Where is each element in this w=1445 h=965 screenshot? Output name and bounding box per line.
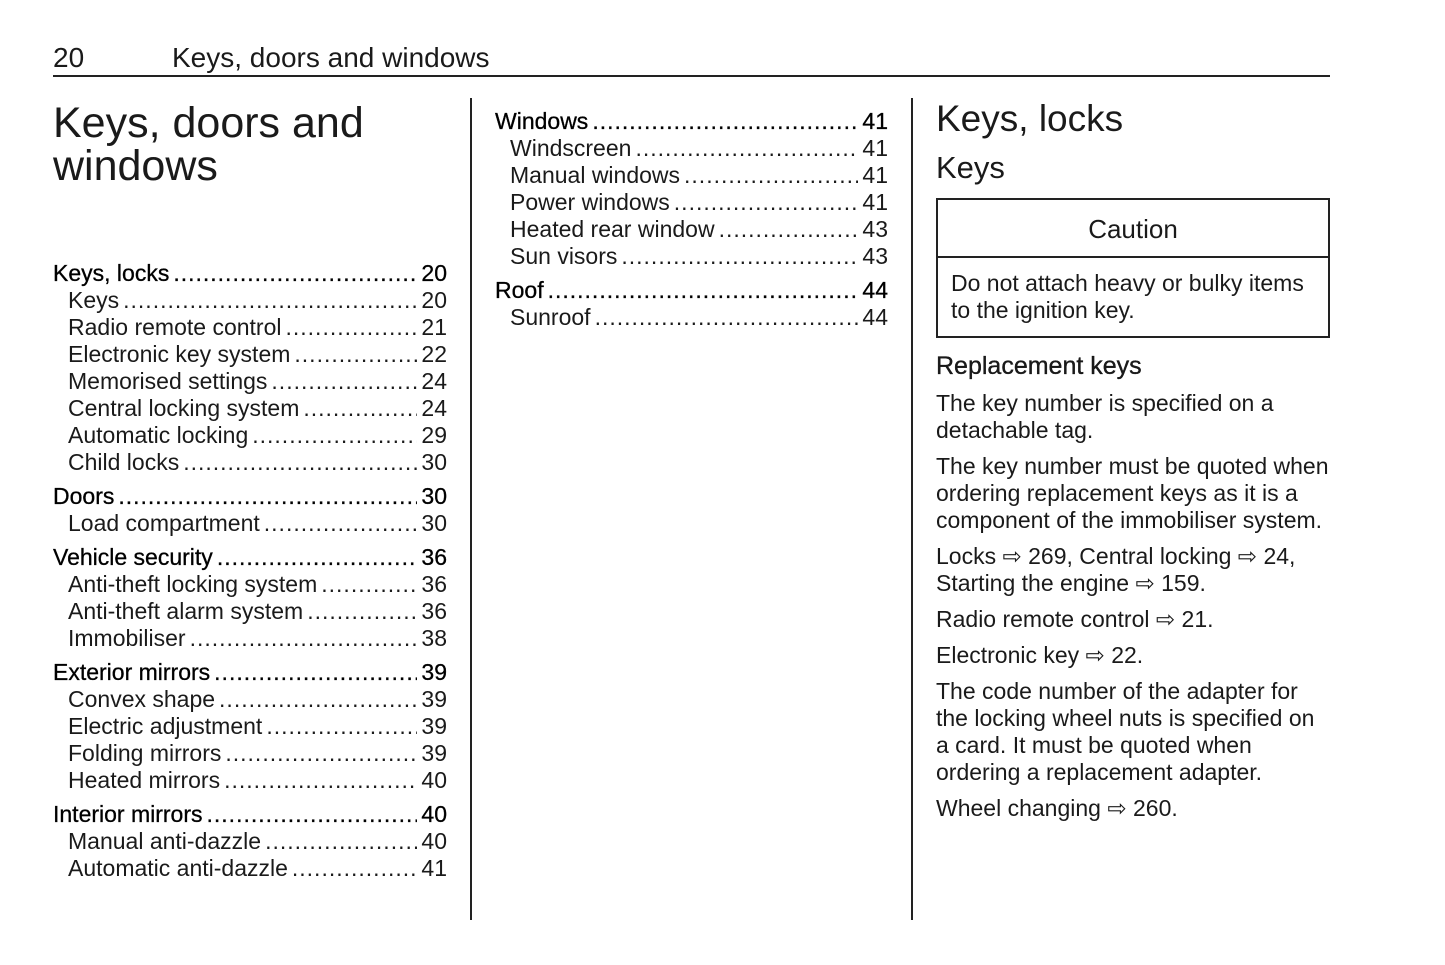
left-column (53, 99, 447, 889)
toc-page: 21 (421, 314, 447, 340)
dot-leader (173, 260, 417, 287)
table-of-contents (495, 108, 888, 331)
toc-label: Sun visors (510, 243, 618, 269)
toc-page: 39 (421, 686, 447, 712)
page-number: 20 (53, 42, 85, 73)
toc-subentry[interactable] (495, 162, 888, 189)
toc-subentry[interactable] (495, 135, 888, 162)
toc-page: 24 (421, 368, 447, 394)
dot-leader (224, 767, 417, 794)
toc-page: 41 (421, 855, 447, 881)
toc-page: 41 (862, 135, 888, 161)
toc-page: 20 (421, 287, 447, 313)
toc-page: 39 (421, 740, 447, 766)
toc-page: 30 (421, 449, 447, 475)
toc-label: Automatic anti-dazzle (68, 855, 288, 881)
toc-page: 41 (862, 162, 888, 188)
toc-page: 30 (421, 483, 447, 509)
toc-page: 36 (421, 571, 447, 597)
running-header-title: Keys, doors and windows (172, 42, 490, 73)
toc-label: Central locking system (68, 395, 300, 421)
toc-subentry[interactable] (53, 571, 447, 598)
toc-page: 44 (862, 277, 888, 303)
toc-group (53, 544, 447, 652)
dot-leader (292, 855, 418, 882)
toc-subentry[interactable] (53, 828, 447, 855)
dot-leader (271, 368, 417, 395)
dot-leader (265, 828, 417, 855)
toc-label: Convex shape (68, 686, 216, 712)
toc-page: 30 (421, 510, 447, 536)
toc-page: 38 (421, 625, 447, 651)
toc-subentry[interactable] (53, 740, 447, 767)
toc-label: Sunroof (510, 304, 591, 330)
caution-heading: Caution (938, 200, 1328, 258)
toc-subentry[interactable] (53, 422, 447, 449)
toc-page: 44 (862, 304, 888, 330)
dot-leader (674, 189, 859, 216)
toc-subentry[interactable] (495, 189, 888, 216)
toc-page: 43 (862, 243, 888, 269)
toc-label: Windows (495, 108, 589, 134)
toc-group (53, 483, 447, 537)
toc-subentry[interactable] (53, 686, 447, 713)
toc-page: 20 (421, 260, 447, 286)
caution-box (936, 198, 1330, 338)
toc-page: 24 (421, 395, 447, 421)
toc-label: Anti-theft alarm system (68, 598, 304, 624)
dot-leader (321, 571, 417, 598)
toc-label: Memorised settings (68, 368, 268, 394)
dot-leader (123, 287, 417, 314)
toc-page: 39 (421, 713, 447, 739)
toc-subentry[interactable] (53, 287, 447, 314)
toc-label: Doors (53, 483, 115, 509)
toc-group (53, 801, 447, 882)
paragraph: Electronic key ⇨ 22. (936, 642, 1144, 668)
toc-entry[interactable] (53, 260, 447, 287)
dot-leader (294, 341, 417, 368)
toc-subentry[interactable] (53, 510, 447, 537)
toc-page: 40 (421, 828, 447, 854)
toc-label: Exterior mirrors (53, 659, 211, 685)
toc-subentry[interactable] (53, 713, 447, 740)
toc-subentry[interactable] (53, 855, 447, 882)
dot-leader (183, 449, 417, 476)
paragraph: The code number of the adapter for the locking wheel nuts is specified on a card. It must be quoted when ordering a replacement adapter. (936, 678, 1315, 785)
dot-leader (635, 135, 858, 162)
toc-label: Child locks (68, 449, 180, 475)
paragraph: The key number is specified on a detachable tag. (936, 390, 1274, 443)
dot-leader (595, 304, 859, 331)
toc-label: Heated rear window (510, 216, 715, 242)
paragraph: The key number must be quoted when ordering replacement keys as it is a component of the immobiliser system. (936, 453, 1329, 533)
toc-page: 36 (421, 544, 447, 570)
header-rule (53, 75, 1330, 77)
dot-leader (264, 510, 418, 537)
toc-entry[interactable] (53, 801, 447, 828)
toc-label: Load compartment (68, 510, 260, 536)
toc-entry[interactable] (53, 483, 447, 510)
dot-leader (719, 216, 859, 243)
toc-group (495, 277, 888, 331)
toc-label: Interior mirrors (53, 801, 203, 827)
dot-leader (286, 314, 418, 341)
toc-page: 41 (862, 189, 888, 215)
toc-subentry[interactable] (53, 368, 447, 395)
right-column (936, 98, 1330, 822)
toc-subentry[interactable] (495, 216, 888, 243)
dot-leader (219, 686, 417, 713)
toc-label: Folding mirrors (68, 740, 222, 766)
toc-label: Manual anti-dazzle (68, 828, 262, 854)
chapter-title: Keys, doors and windows (53, 99, 364, 190)
toc-label: Electronic key system (68, 341, 291, 367)
section-title: Keys, locks (936, 98, 1124, 139)
toc-label: Roof (495, 277, 544, 303)
caution-text: Do not attach heavy or bulky items to the ignition key. (951, 270, 1304, 323)
dot-leader (214, 659, 417, 686)
toc-subentry[interactable] (53, 395, 447, 422)
paragraph: Locks ⇨ 269, Central locking ⇨ 24, Starting the engine ⇨ 159. (936, 543, 1296, 596)
toc-group (53, 659, 447, 794)
toc-label: Electric adjustment (68, 713, 263, 739)
dot-leader (207, 801, 418, 828)
toc-page: 39 (421, 659, 447, 685)
toc-subentry[interactable] (53, 314, 447, 341)
toc-page: 43 (862, 216, 888, 242)
toc-group (53, 260, 447, 476)
toc-entry[interactable] (495, 108, 888, 135)
toc-label: Immobiliser (68, 625, 186, 651)
toc-group (495, 108, 888, 270)
dot-leader (303, 395, 417, 422)
toc-subentry[interactable] (53, 341, 447, 368)
paragraph: Radio remote control ⇨ 21. (936, 606, 1214, 632)
dot-leader (225, 740, 417, 767)
toc-entry[interactable] (53, 659, 447, 686)
toc-entry[interactable] (495, 277, 888, 304)
paragraph: Wheel changing ⇨ 260. (936, 795, 1178, 821)
toc-label: Keys, locks (53, 260, 170, 286)
toc-label: Windscreen (510, 135, 632, 161)
toc-subentry[interactable] (53, 625, 447, 652)
toc-subentry[interactable] (53, 598, 447, 625)
replacement-keys-heading: Replacement keys (936, 352, 1142, 380)
dot-leader (307, 598, 417, 625)
toc-page: 29 (421, 422, 447, 448)
dot-leader (548, 277, 859, 304)
toc-page: 40 (421, 767, 447, 793)
middle-column (495, 108, 888, 338)
toc-page: 22 (421, 341, 447, 367)
toc-label: Anti-theft locking system (68, 571, 318, 597)
dot-leader (592, 108, 858, 135)
dot-leader (190, 625, 418, 652)
dot-leader (217, 544, 418, 571)
toc-label: Keys (68, 287, 120, 313)
toc-page: 36 (421, 598, 447, 624)
toc-subentry[interactable] (495, 304, 888, 331)
toc-subentry[interactable] (53, 767, 447, 794)
toc-label: Heated mirrors (68, 767, 221, 793)
toc-label: Manual windows (510, 162, 681, 188)
table-of-contents (53, 260, 447, 882)
dot-leader (621, 243, 858, 270)
dot-leader (684, 162, 858, 189)
toc-entry[interactable] (53, 544, 447, 571)
dot-leader (118, 483, 417, 510)
toc-label: Vehicle security (53, 544, 213, 570)
subsection-title: Keys (936, 150, 1005, 185)
dot-leader (266, 713, 417, 740)
toc-label: Radio remote control (68, 314, 282, 340)
toc-label: Power windows (510, 189, 670, 215)
column-divider (911, 98, 913, 920)
toc-page: 40 (421, 801, 447, 827)
toc-page: 41 (862, 108, 888, 134)
toc-subentry[interactable] (495, 243, 888, 270)
dot-leader (252, 422, 417, 449)
toc-label: Automatic locking (68, 422, 249, 448)
column-divider (470, 98, 472, 920)
toc-subentry[interactable] (53, 449, 447, 476)
